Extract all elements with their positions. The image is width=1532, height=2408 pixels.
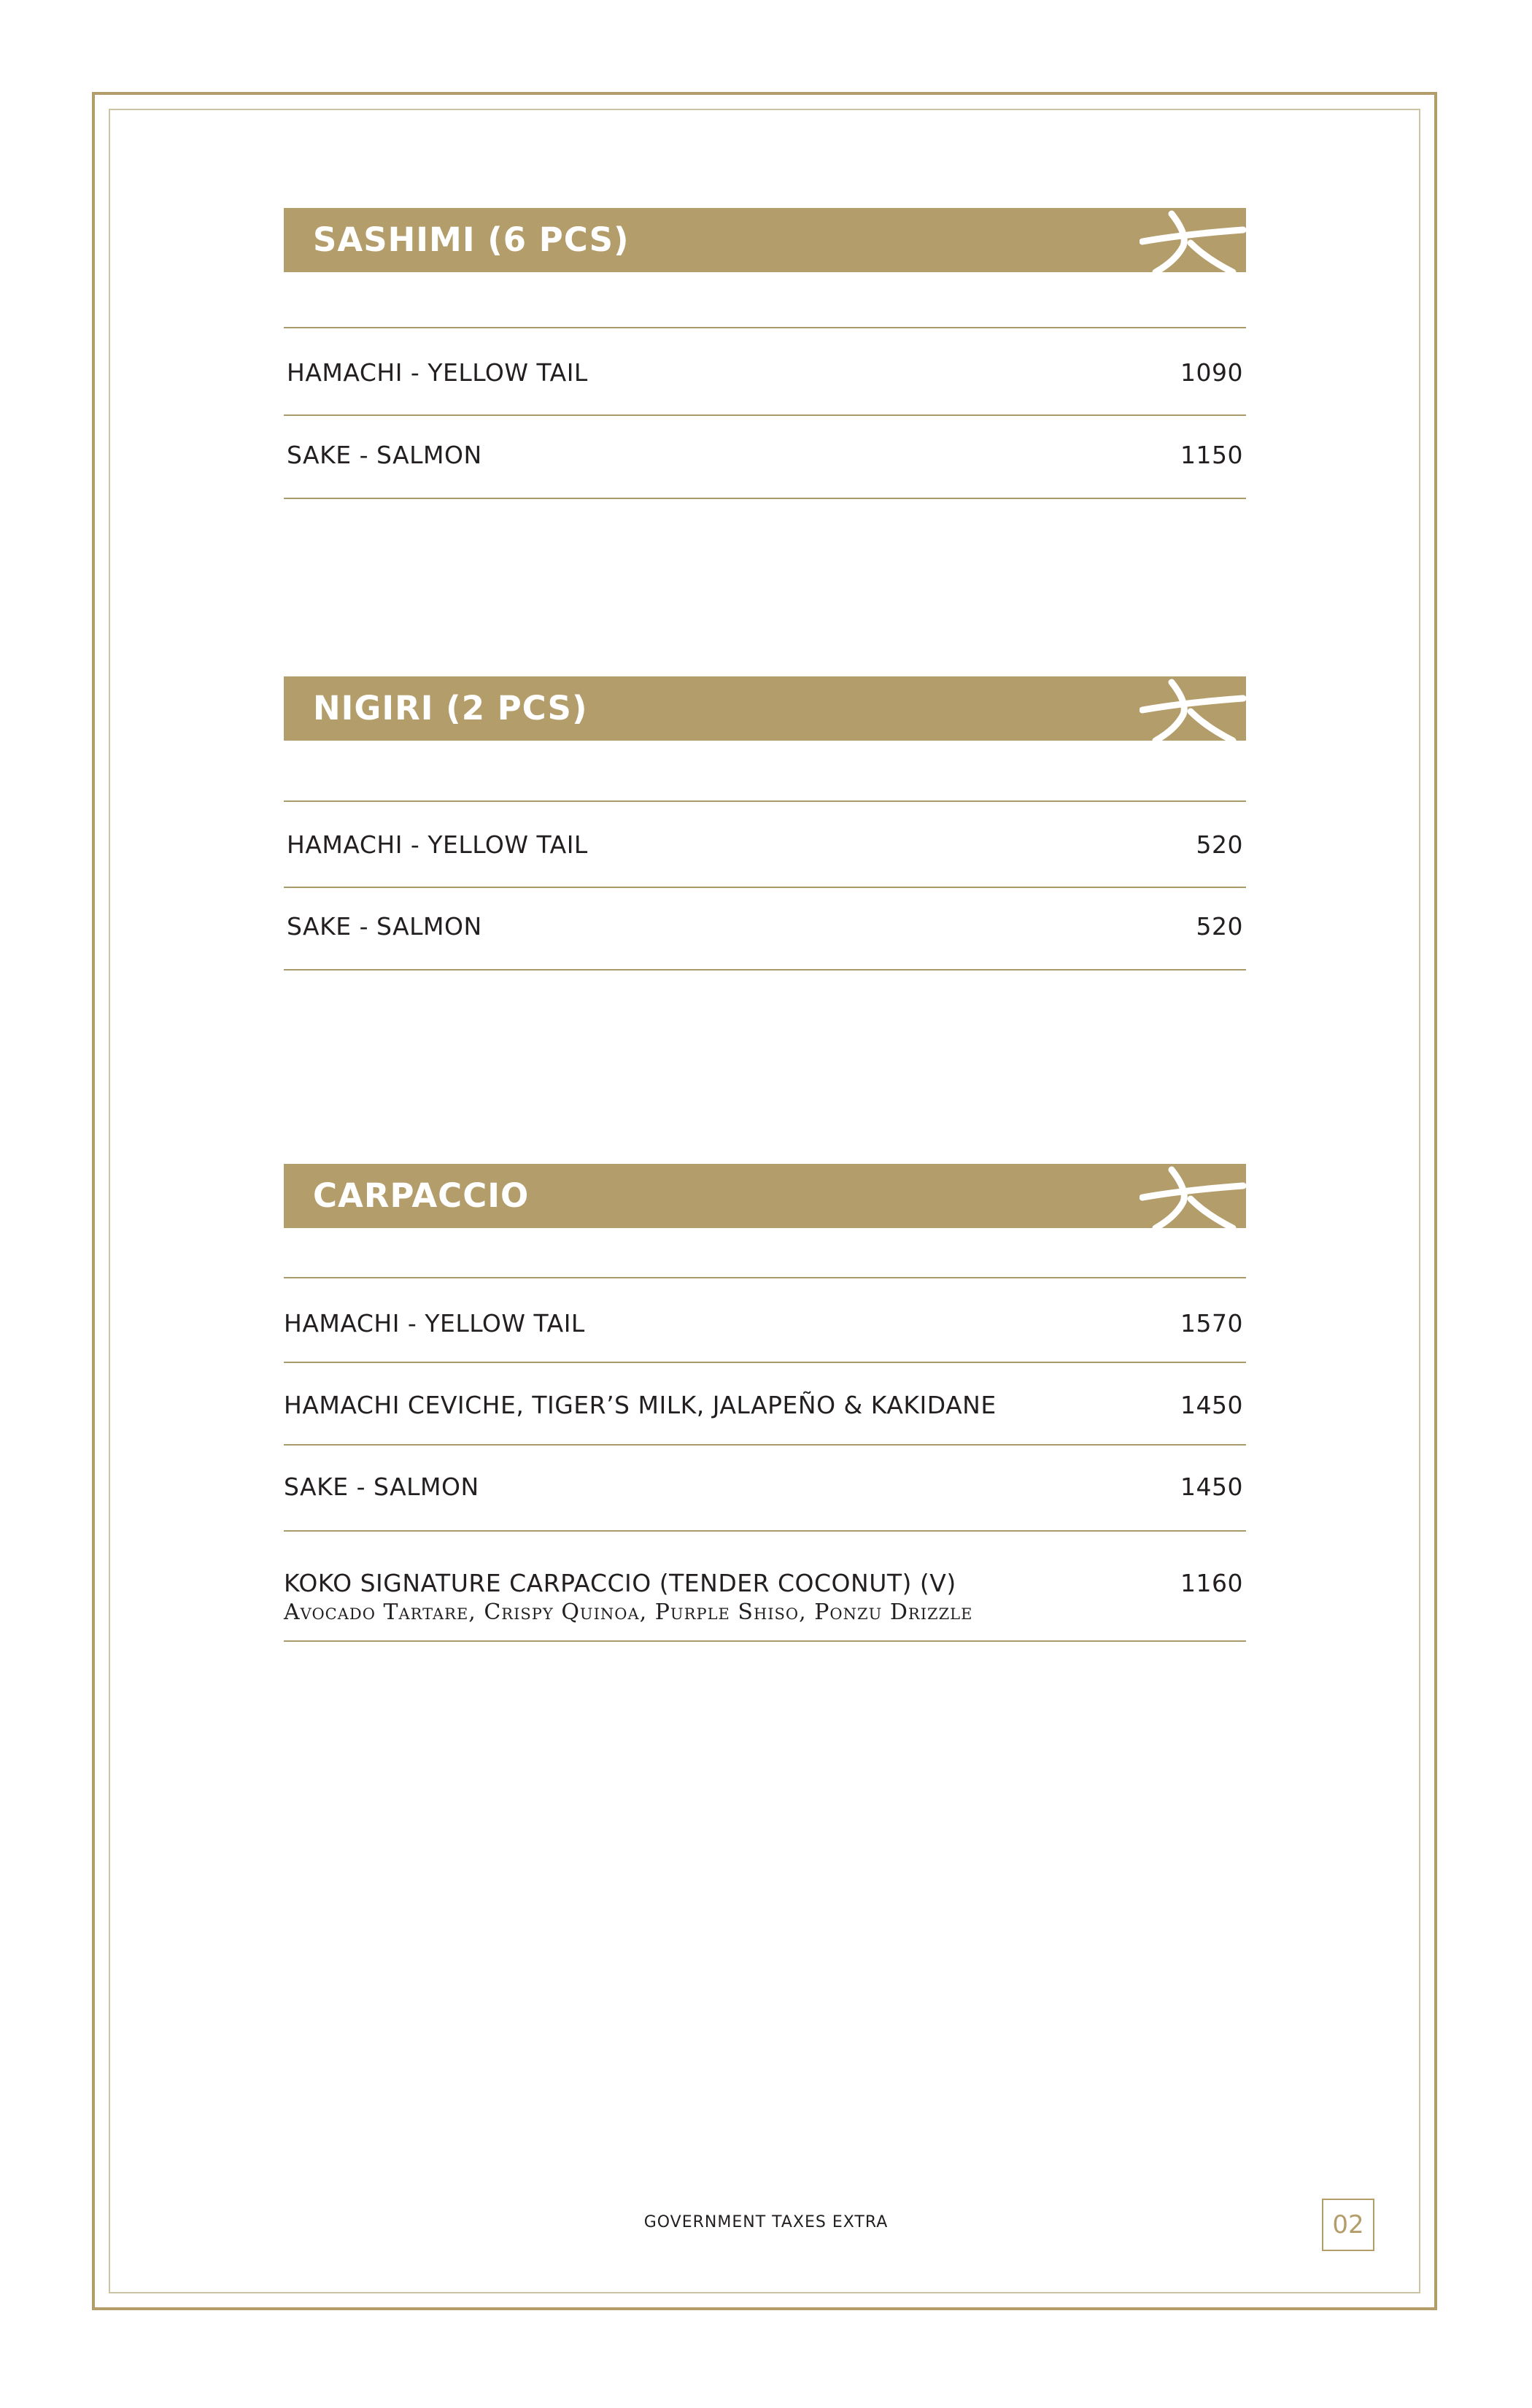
item-name: SAKE - SALMON — [287, 441, 482, 469]
divider — [284, 1530, 1246, 1532]
divider — [284, 1640, 1246, 1642]
kanji-dai-icon — [1140, 1164, 1246, 1228]
divider — [284, 969, 1246, 970]
item-name: HAMACHI - YELLOW TAIL — [287, 830, 588, 859]
footer-note: GOVERNMENT TAXES EXTRA — [643, 2213, 889, 2231]
item-price: 1450 — [1180, 1391, 1243, 1419]
section-header-band — [284, 1164, 1246, 1228]
item-price: 520 — [1196, 912, 1243, 941]
item-price: 1090 — [1180, 358, 1243, 387]
item-name: SAKE - SALMON — [284, 1473, 479, 1501]
kanji-dai-icon — [1140, 676, 1246, 741]
section-title: NIGIRI (2 PCS) — [313, 689, 588, 728]
divider — [284, 498, 1246, 499]
item-name: HAMACHI CEVICHE, TIGER’S MILK, JALAPEÑO & KAKIDANE — [284, 1391, 997, 1419]
item-name: KOKO SIGNATURE CARPACCIO (TENDER COCONUT) (V) — [284, 1569, 956, 1597]
item-price: 1570 — [1180, 1309, 1243, 1338]
divider — [284, 800, 1246, 802]
section-sashimi — [284, 208, 1246, 469]
item-description: Avocado Tartare, Crispy Quinoa, Purple Shiso, Ponzu Drizzle — [284, 1599, 973, 1625]
divider — [284, 327, 1246, 328]
divider — [284, 1444, 1246, 1446]
item-name: HAMACHI - YELLOW TAIL — [284, 1309, 585, 1338]
section-carpaccio — [284, 1164, 1246, 1625]
item-price: 1160 — [1180, 1569, 1243, 1597]
item-price: 520 — [1196, 830, 1243, 859]
section-title: CARPACCIO — [313, 1176, 530, 1215]
item-name: SAKE - SALMON — [287, 912, 482, 941]
divider — [284, 1277, 1246, 1278]
section-title: SASHIMI (6 PCS) — [313, 220, 630, 259]
divider — [284, 1362, 1246, 1363]
item-price: 1150 — [1180, 441, 1243, 469]
item-name: HAMACHI - YELLOW TAIL — [287, 358, 588, 387]
page-number: 02 — [1322, 2199, 1374, 2251]
section-header-band — [284, 208, 1246, 272]
divider — [284, 887, 1246, 888]
section-header-band — [284, 676, 1246, 741]
kanji-dai-icon — [1140, 208, 1246, 272]
divider — [284, 414, 1246, 416]
item-price: 1450 — [1180, 1473, 1243, 1501]
section-nigiri — [284, 676, 1246, 941]
